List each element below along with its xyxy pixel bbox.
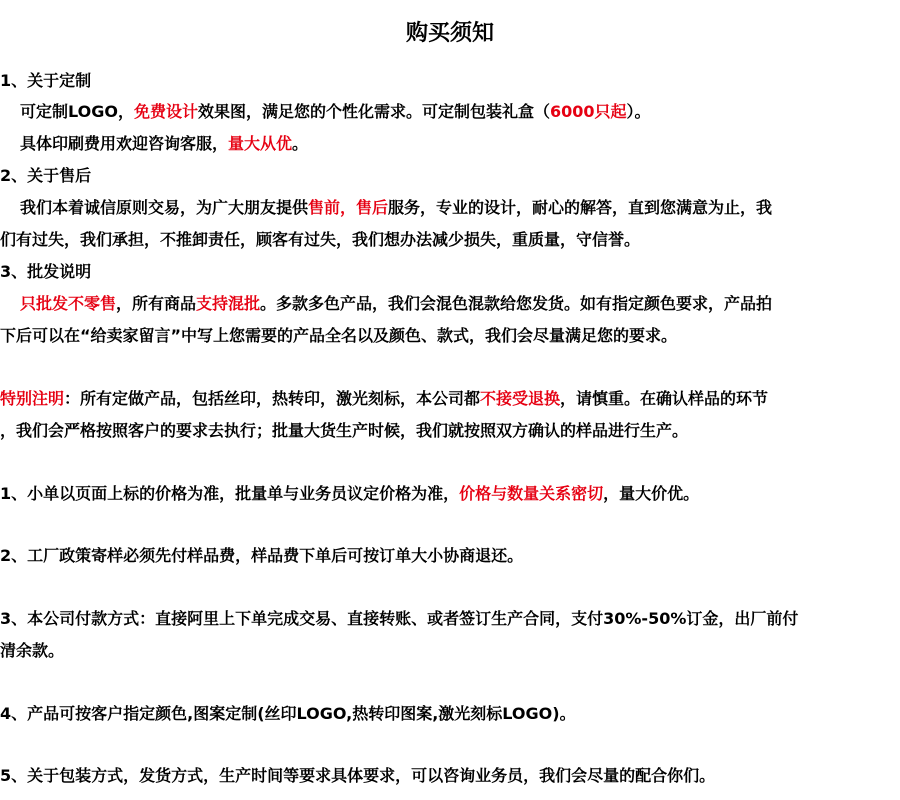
notice-line (0, 763, 715, 786)
body-text: 3、批发说明 (0, 262, 92, 281)
notice-line (0, 227, 640, 250)
highlight-text: 支持混批 (196, 294, 261, 313)
highlight-text: 免费设计 (133, 102, 198, 121)
body-text: 服务，专业的设计，耐心的解答，直到您满意为止，我 (388, 198, 773, 217)
body-text: 具体印刷费用欢迎咨询客服， (20, 134, 229, 153)
notice-line (0, 481, 699, 504)
page-title: 购买须知 (405, 21, 494, 46)
body-text: ，所有商品 (116, 294, 197, 313)
body-text: ：所有定做产品，包括丝印，热转印，激光刻标，本公司都 (64, 389, 481, 408)
body-text: ，我们会严格按照客户的要求去执行；批量大货生产时候，我们就按照双方确认的样品进行生产。 (0, 421, 689, 440)
highlight-text: 不接受退换 (480, 389, 561, 408)
body-text: 下后可以在“给卖家留言”中写上您需要的产品全名以及颜色、款式，我们会尽量满足您的要求。 (0, 326, 678, 345)
body-text: ，请慎重。在确认样品的环节 (560, 389, 769, 408)
body-text: 。多款多色产品，我们会混色混款给您发货。如有指定颜色要求，产品拍 (260, 294, 773, 313)
notice-line (20, 99, 651, 122)
highlight-text: 价格与数量关系密切 (459, 484, 604, 503)
notice-line (0, 386, 768, 409)
notice-line (0, 543, 523, 566)
body-text: 1、关于定制 (0, 71, 92, 90)
highlight-text: 6000只起 (550, 102, 627, 121)
highlight-text: 特别注明 (0, 389, 65, 408)
body-text: 我们本着诚信原则交易，为广大朋友提供 (20, 198, 309, 217)
highlight-text: 只批发不零售 (20, 294, 117, 313)
body-text: 3、本公司付款方式：直接阿里上下单完成交易、直接转账、或者签订生产合同，支付30%-50%订金，出厂前付 (0, 609, 799, 628)
body-text: 1、小单以页面上标的价格为准，批量单与业务员议定价格为准， (0, 484, 460, 503)
body-text: 2、工厂政策寄样必须先付样品费，样品费下单后可按订单大小协商退还。 (0, 546, 524, 565)
notice-line (0, 418, 688, 441)
notice-line (20, 195, 772, 218)
body-text: 4、产品可按客户指定颜色,图案定制(丝印LOGO,热转印图案,激光刻标LOGO)。 (0, 704, 576, 723)
body-text: 2、关于售后 (0, 166, 92, 185)
notice-line (0, 638, 64, 661)
body-text: ）。 (626, 102, 651, 121)
notice-line (0, 606, 798, 629)
notice-line (20, 291, 772, 314)
body-text: 们有过失，我们承担，不推卸责任，顾客有过失，我们想办法减少损失，重质量，守信誉。 (0, 230, 641, 249)
body-text: 。 (292, 134, 309, 153)
highlight-text: 售前，售后 (308, 198, 389, 217)
notice-line (0, 68, 91, 91)
notice-line (0, 163, 91, 186)
notice-line (0, 701, 576, 724)
body-text: ，量大价优。 (603, 484, 700, 503)
notice-line (0, 323, 677, 346)
body-text: 清余款。 (0, 641, 65, 660)
notice-line (20, 131, 308, 154)
body-text: 效果图，满足您的个性化需求。可定制包装礼盒（ (197, 102, 550, 121)
notice-line (0, 259, 91, 282)
highlight-text: 量大从优 (228, 134, 293, 153)
body-text: 5、关于包装方式，发货方式，生产时间等要求具体要求，可以咨询业务员，我们会尽量的配合你们。 (0, 766, 716, 785)
body-text: 可定制LOGO， (20, 102, 134, 121)
